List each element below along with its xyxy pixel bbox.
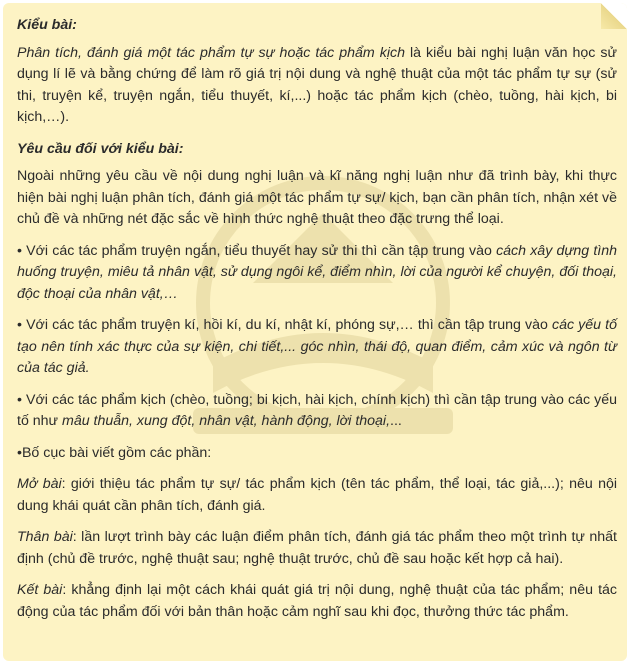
kieu-bai-heading: Kiểu bài: xyxy=(17,17,77,33)
kieu-bai-definition xyxy=(17,43,617,129)
definition-text: là kiểu bài nghị luận văn học sử dụng lí lẽ và bằng chứng để làm rõ giá trị nội dung và nghệ thuật của một tác phẩm tự sự (sử thi, truyện kể, truyện ngắn, tiểu thuyết, kí,...) hoặc tác phẩm kịch (chèo, tuồng, hài kịch, bi kịch,…). xyxy=(17,44,617,125)
definition-emphasis: Phân tích, đánh giá một tác phẩm tự sự hoặc tác phẩm kịch xyxy=(17,44,405,61)
part-than-bai: Thân bài: lần lượt trình bày các luận điểm phân tích, đánh giá tác phẩm theo một trình tự nhất định (chủ đề trước, nghệ thuật sau; nghệ thuật trước, chủ đề sau hoặc kết hợp cả hai). xyxy=(17,529,617,567)
part-mo-bai: Mở bài: giới thiệu tác phẩm tự sự/ tác phẩm kịch (tên tác phẩm, thể loại, tác giả,...); nêu nội dung khái quát cần phân tích, đánh giá. xyxy=(17,476,618,514)
part-ket-bai: Kết bài: khẳng định lại một cách khái quát giá trị nội dung, nghệ thuật của tác phẩm; nêu tác động của tác phẩm đối với bản thân hoặc cảm nghĩ sau khi đọc, thưởng thức tác phẩm. xyxy=(17,582,617,620)
content xyxy=(17,15,617,633)
bullet-item: • Với các tác phẩm kịch (chèo, tuồng; bi kịch, hài kịch, chính kịch) thì cần tập trung vào các yếu tố như mâu thuẫn, xung đột, nhân vật, hành động, lời thoại,... xyxy=(17,391,617,429)
bo-cuc-label: •Bố cục bài viết gồm các phần: xyxy=(17,444,212,461)
yeu-cau-intro: Ngoài những yêu cầu về nội dung nghị luận và kĩ năng nghị luận như đã trình bày, khi thực hiện bài nghị luận phân tích, đánh giá một tác phẩm tự sự/ kịch, bạn cần phân tích, nhận xét về chủ đề và những nét đặc sắc về hình thức nghệ thuật theo đặc trưng thể loại. xyxy=(17,168,617,227)
yeu-cau-heading: Yêu cầu đối với kiểu bài: xyxy=(17,140,184,157)
bullet-item: • Với các tác phẩm truyện ngắn, tiểu thuyết hay sử thi thì cần tập trung vào cách xây dựng tình huống truyện, miêu tả nhân vật, sử dụng ngôi kể, điểm nhìn, lời của người kể chuyện, đối thoại, độc thoại của nhân vật,… xyxy=(17,242,617,302)
bullet-item: • Với các tác phẩm truyện kí, hồi kí, du kí, nhật kí, phóng sự,… thì cần tập trung vào các yếu tố tạo nên tính xác thực của sự kiện, chi tiết,... góc nhìn, thái độ, quan điểm, cảm xúc và ngôn từ của tác giả. xyxy=(17,317,618,376)
info-card xyxy=(3,3,627,661)
